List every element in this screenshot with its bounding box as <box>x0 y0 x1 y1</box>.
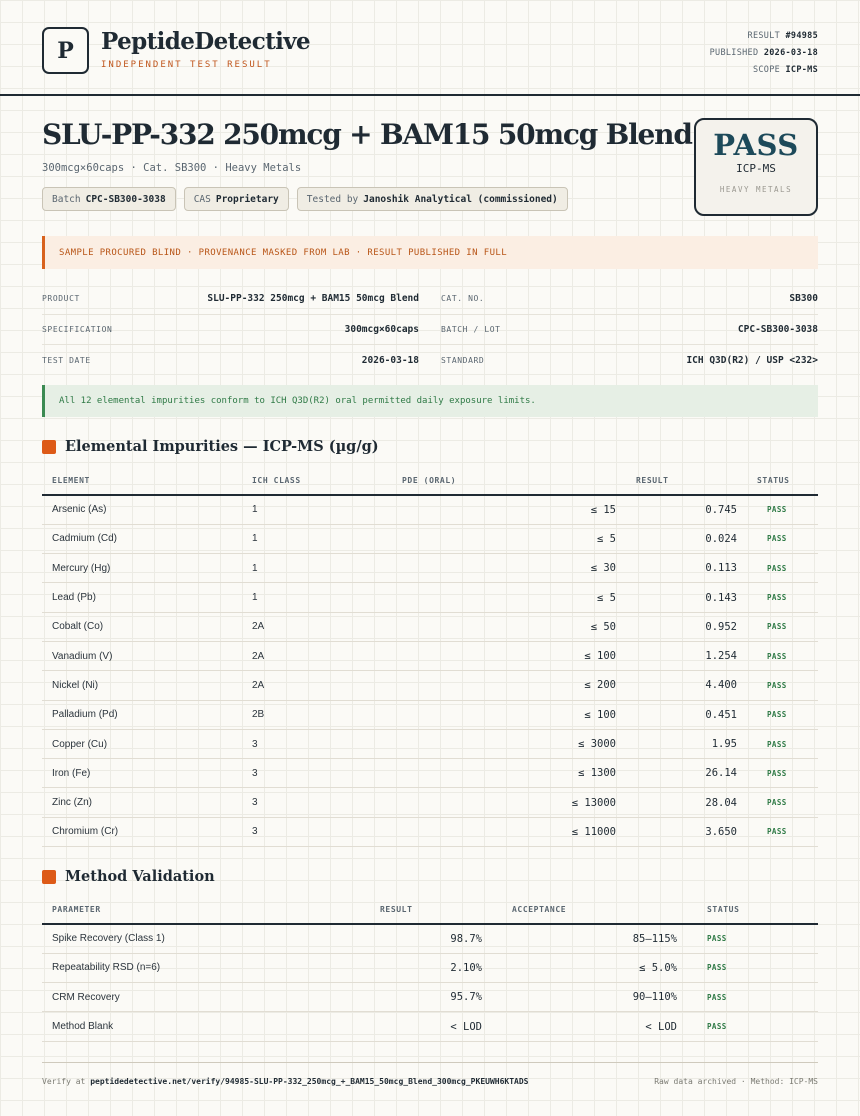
pde-limit: ≤ 200 <box>392 671 626 700</box>
status-badge: PASS <box>747 671 818 700</box>
pde-limit: ≤ 5 <box>392 583 626 612</box>
table-row <box>42 700 818 729</box>
element-name: Vanadium (V) <box>42 641 242 670</box>
status-badge: PASS <box>747 700 818 729</box>
parameter-name: Method Blank <box>42 1012 370 1041</box>
table-row <box>42 583 818 612</box>
page-title: SLU-PP-332 250mcg + BAM15 50mcg Blend <box>42 118 692 151</box>
section-marker-icon <box>42 870 56 884</box>
brand-name[interactable]: PeptideDetective <box>101 28 311 55</box>
brand-logo[interactable] <box>42 27 89 74</box>
table-header-row <box>42 467 818 495</box>
status-badge: PASS <box>747 729 818 758</box>
col-status: STATUS <box>687 896 818 924</box>
validation-title: Method Validation <box>65 868 215 885</box>
footer-note: Raw data archived · Method: ICP-MS <box>654 1077 818 1086</box>
pde-limit: ≤ 30 <box>392 554 626 583</box>
element-name: Cobalt (Co) <box>42 612 242 641</box>
detail-label: TEST DATE <box>42 355 91 365</box>
product-chips <box>42 187 568 211</box>
table-row <box>42 729 818 758</box>
section-marker-icon <box>42 440 56 454</box>
result-value: 26.14 <box>626 759 747 788</box>
product-subtitle: 300mcg×60caps · Cat. SB300 · Heavy Metals <box>42 162 302 174</box>
col-result: RESULT <box>370 896 492 924</box>
acceptance-range: ≤ 5.0% <box>492 953 687 982</box>
pde-limit: ≤ 13000 <box>392 788 626 817</box>
meta-result: RESULT #94985 <box>747 31 818 41</box>
detail-row <box>42 315 818 346</box>
detail-value: ICH Q3D(R2) / USP <232> <box>686 354 818 366</box>
col-parameter: PARAMETER <box>42 896 370 924</box>
element-name: Lead (Pb) <box>42 583 242 612</box>
status-badge: PASS <box>747 495 818 524</box>
meta-published: PUBLISHED 2026-03-18 <box>709 48 818 58</box>
detail-value: SLU-PP-332 250mcg + BAM15 50mcg Blend <box>207 293 419 305</box>
impurities-table <box>42 467 818 847</box>
status-badge: PASS <box>747 788 818 817</box>
result-value: 1.254 <box>626 641 747 670</box>
detail-label: STANDARD <box>441 355 485 365</box>
result-value: 0.024 <box>626 524 747 553</box>
element-name: Arsenic (As) <box>42 495 242 524</box>
table-row <box>42 983 818 1012</box>
pde-limit: ≤ 3000 <box>392 729 626 758</box>
status-badge: PASS <box>687 924 818 953</box>
logo-letter: P <box>57 37 74 64</box>
parameter-name: Repeatability RSD (n=6) <box>42 953 370 982</box>
ich-class: 1 <box>242 583 392 612</box>
blind-notice: SAMPLE PROCURED BLIND · PROVENANCE MASKED FROM LAB · RESULT PUBLISHED IN FULL <box>42 236 818 269</box>
result-id: #94985 <box>785 31 818 41</box>
table-row <box>42 953 818 982</box>
col-pde: PDE (ORAL) <box>392 467 626 495</box>
status-badge: PASS <box>747 583 818 612</box>
status-badge: PASS <box>687 1012 818 1041</box>
table-row <box>42 671 818 700</box>
stamp-method: ICP-MS <box>736 162 776 175</box>
status-badge: PASS <box>747 554 818 583</box>
detail-row <box>42 345 818 376</box>
detail-label: SPECIFICATION <box>42 324 113 334</box>
result-value: 4.400 <box>626 671 747 700</box>
result-value: 1.95 <box>626 729 747 758</box>
table-row <box>42 524 818 553</box>
batch-chip: Batch CPC-SB300-3038 <box>42 187 176 211</box>
report-meta <box>710 28 818 79</box>
result-value: 0.745 <box>626 495 747 524</box>
element-name: Mercury (Hg) <box>42 554 242 583</box>
ich-class: 2B <box>242 700 392 729</box>
pde-limit: ≤ 15 <box>392 495 626 524</box>
detail-label: CAT. NO. <box>441 294 485 304</box>
detail-value: SB300 <box>789 293 818 305</box>
page-header <box>0 0 860 96</box>
element-name: Palladium (Pd) <box>42 700 242 729</box>
ich-class: 3 <box>242 729 392 758</box>
result-value: 0.451 <box>626 700 747 729</box>
pde-limit: ≤ 5 <box>392 524 626 553</box>
status-badge: PASS <box>747 612 818 641</box>
ich-class: 3 <box>242 817 392 846</box>
col-result: RESULT <box>626 467 747 495</box>
ich-class: 1 <box>242 495 392 524</box>
scope-value: ICP-MS <box>785 65 818 75</box>
table-row <box>42 495 818 524</box>
conformance-banner: All 12 elemental impurities conform to ICH Q3D(R2) oral permitted daily exposure limits. <box>42 385 818 417</box>
acceptance-range: 90–110% <box>492 983 687 1012</box>
table-row <box>42 641 818 670</box>
acceptance-range: 85–115% <box>492 924 687 953</box>
pass-stamp <box>694 118 818 216</box>
result-value: 0.952 <box>626 612 747 641</box>
impurities-title: Elemental Impurities — ICP-MS (µg/g) <box>65 438 379 455</box>
status-badge: PASS <box>747 524 818 553</box>
status-badge: PASS <box>747 641 818 670</box>
result-value: 3.650 <box>626 817 747 846</box>
parameter-name: Spike Recovery (Class 1) <box>42 924 370 953</box>
pde-limit: ≤ 11000 <box>392 817 626 846</box>
tested-by-chip: Tested by Janoshik Analytical (commissioned) <box>297 187 568 211</box>
detail-label: BATCH / LOT <box>441 324 501 334</box>
element-name: Zinc (Zn) <box>42 788 242 817</box>
table-row <box>42 1012 818 1041</box>
pde-limit: ≤ 100 <box>392 641 626 670</box>
status-badge: PASS <box>687 983 818 1012</box>
table-row <box>42 759 818 788</box>
ich-class: 1 <box>242 524 392 553</box>
stamp-verdict: PASS <box>713 128 799 162</box>
verify-link[interactable]: peptidedetective.net/verify/94985-SLU-PP-332_250mcg_+_BAM15_50mcg_Blend_300mcg_PKEUWH6KTADS <box>90 1077 529 1086</box>
impurities-heading <box>42 438 379 455</box>
detail-value: 300mcg×60caps <box>344 323 419 335</box>
table-row <box>42 554 818 583</box>
col-element: ELEMENT <box>42 467 242 495</box>
ich-class: 2A <box>242 612 392 641</box>
table-row <box>42 817 818 846</box>
result-value: 0.143 <box>626 583 747 612</box>
result-value: 28.04 <box>626 788 747 817</box>
ich-class: 3 <box>242 759 392 788</box>
table-row <box>42 924 818 953</box>
ich-class: 3 <box>242 788 392 817</box>
element-name: Iron (Fe) <box>42 759 242 788</box>
published-date: 2026-03-18 <box>763 48 818 58</box>
detail-row <box>42 284 818 315</box>
acceptance-range: < LOD <box>492 1012 687 1041</box>
element-name: Chromium (Cr) <box>42 817 242 846</box>
ich-class: 2A <box>242 671 392 700</box>
cas-chip: CAS Proprietary <box>184 187 289 211</box>
parameter-name: CRM Recovery <box>42 983 370 1012</box>
status-badge: PASS <box>747 817 818 846</box>
validation-table <box>42 896 818 1042</box>
result-value: < LOD <box>370 1012 492 1041</box>
result-value: 0.113 <box>626 554 747 583</box>
meta-scope: SCOPE ICP-MS <box>752 65 818 75</box>
detail-value: CPC-SB300-3038 <box>737 323 818 335</box>
pde-limit: ≤ 50 <box>392 612 626 641</box>
pde-limit: ≤ 1300 <box>392 759 626 788</box>
brand-tagline: INDEPENDENT TEST RESULT <box>101 60 272 70</box>
result-value: 95.7% <box>370 983 492 1012</box>
status-badge: PASS <box>687 953 818 982</box>
col-status: STATUS <box>747 467 818 495</box>
element-name: Nickel (Ni) <box>42 671 242 700</box>
element-name: Cadmium (Cd) <box>42 524 242 553</box>
result-value: 2.10% <box>370 953 492 982</box>
page-footer <box>42 1062 818 1086</box>
ich-class: 1 <box>242 554 392 583</box>
detail-label: PRODUCT <box>42 294 80 304</box>
result-value: 98.7% <box>370 924 492 953</box>
pde-limit: ≤ 100 <box>392 700 626 729</box>
validation-heading <box>42 868 215 885</box>
element-name: Copper (Cu) <box>42 729 242 758</box>
table-header-row <box>42 896 818 924</box>
table-row <box>42 612 818 641</box>
stamp-scope: HEAVY METALS <box>719 185 793 194</box>
detail-value: 2026-03-18 <box>361 354 419 366</box>
col-ich-class: ICH CLASS <box>242 467 392 495</box>
status-badge: PASS <box>747 759 818 788</box>
verify-line: Verify at peptidedetective.net/verify/94985-SLU-PP-332_250mcg_+_BAM15_50mcg_Blend_300mcg_PKEUWH6KTADS <box>42 1077 529 1086</box>
details-grid <box>42 284 818 376</box>
table-row <box>42 788 818 817</box>
ich-class: 2A <box>242 641 392 670</box>
col-acceptance: ACCEPTANCE <box>492 896 687 924</box>
